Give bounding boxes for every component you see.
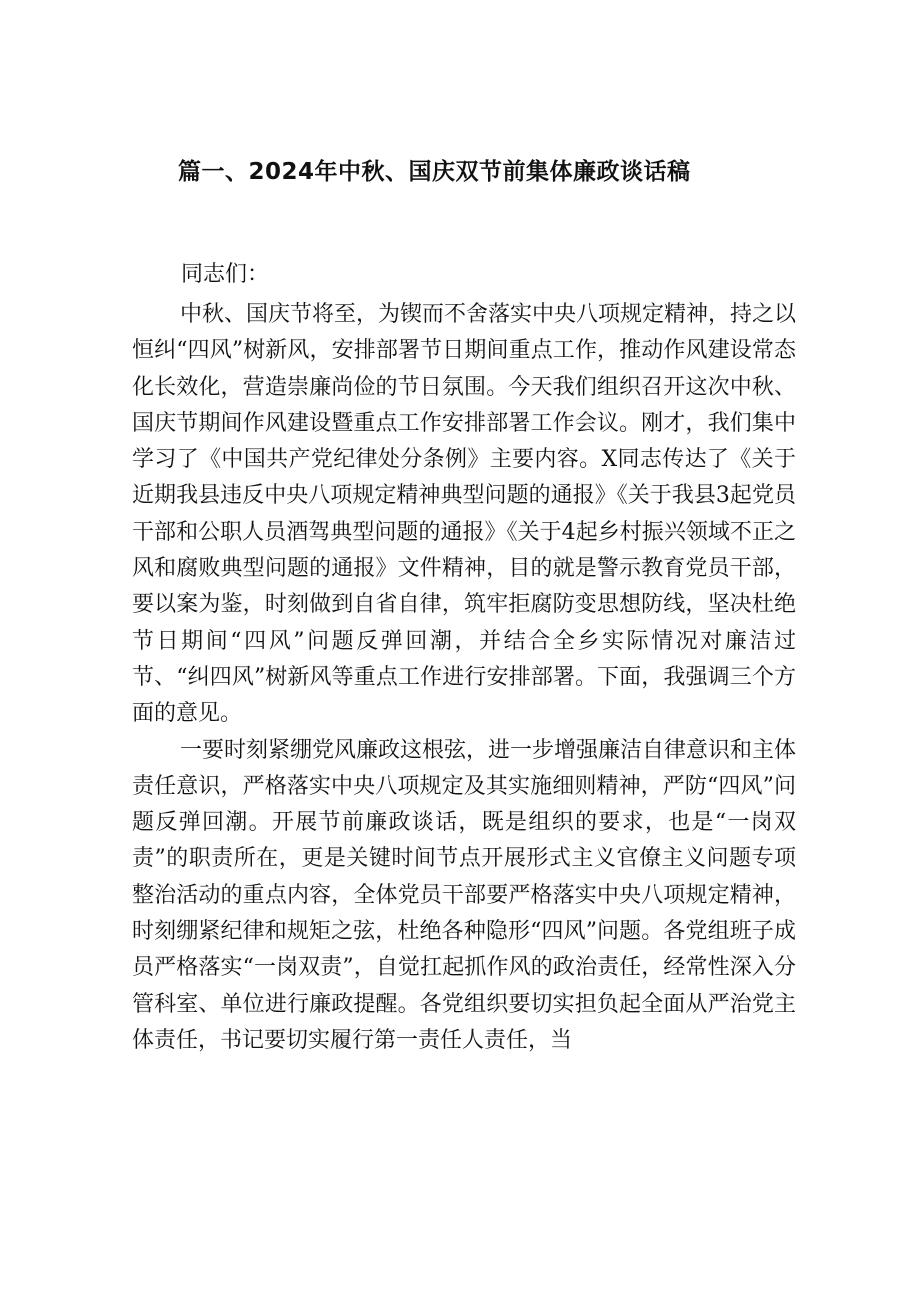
salutation: 同志们： bbox=[181, 262, 270, 287]
paragraph-intro: 中秋、国庆节将至，为锲而不舍落实中央八项规定精神，持之以恒纠“四风”树新风，安排部署节日期间重点工作，推动作风建设常态化长效化，营造崇廉尚俭的节日氛围。今天我们组织召开这次中秋、国庆节期间作风建设暨重点工作安排部署工作会议。刚才，我们集中学习了《中国共产党纪律处分条例》主要内容。X同志传达了《关于近期我县违反中央八项规定精神典型问题的通报》《关于我县3起党员干部和公职人员酒驾典型问题的通报》《关于4起乡村振兴领域不正之风和腐败典型问题的通报》文件精神，目的就是警示教育党员干部，要以案为鉴，时刻做到自省自律，筑牢拒腐防变思想防线，坚决杜绝节日期间“四风”问题反弹回潮，并结合全乡实际情况对廉洁过节、“纠四风”树新风等重点工作进行安排部署。下面，我强调三个方面的意见。 bbox=[132, 302, 797, 727]
document-title: 篇一、2024年中秋、国庆双节前集体廉政谈话稿 bbox=[178, 159, 691, 185]
document-body bbox=[132, 297, 796, 1059]
paragraph-point-one: 一要时刻紧绷党风廉政这根弦，进一步增强廉洁自律意识和主体责任意识，严格落实中央八项规定及其实施细则精神，严防“四风”问题反弹回潮。开展节前廉政谈话，既是组织的要求，也是“一岗双责”的职责所在，更是关键时间节点开展形式主义官僚主义问题专项整治活动的重点内容，全体党员干部要严格落实中央八项规定精神，时刻绷紧纪律和规矩之弦，杜绝各种隐形“四风”问题。各党组班子成员严格落实“一岗双责”，自觉扛起抓作风的政治责任，经常性深入分管科室、单位进行廉政提醒。各党组织要切实担负起全面从严治党主体责任，书记要切实履行第一责任人责任，当 bbox=[132, 737, 797, 1053]
